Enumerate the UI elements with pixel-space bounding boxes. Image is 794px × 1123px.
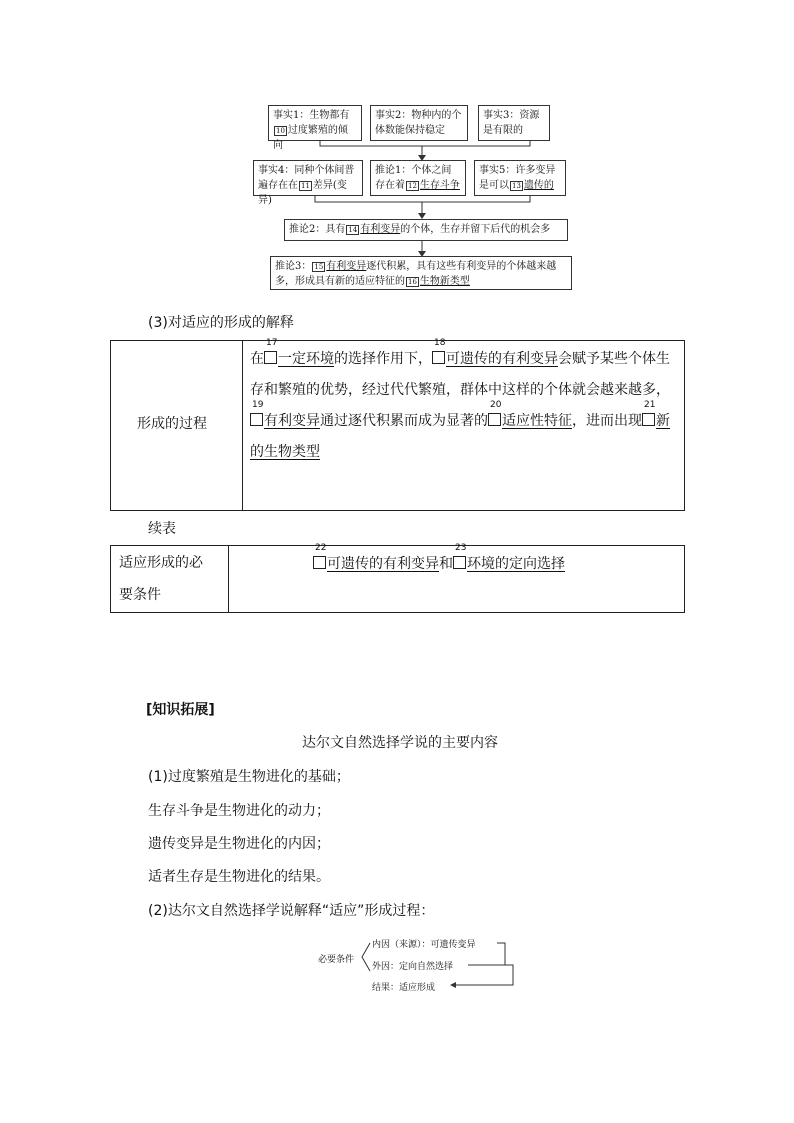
knowledge-line-2: 生存斗争是生物进化的动力； xyxy=(148,803,330,819)
answer-23: 环境的定向选择 xyxy=(467,556,565,572)
blank-number: 21 xyxy=(644,400,656,410)
diagram-row-3: 结果：适应形成 xyxy=(372,983,436,993)
inference3-post: 生物新类型 xyxy=(419,276,470,287)
blank-number: 19 xyxy=(252,400,264,410)
inference3-mid: 逐代积累，具有这些有利变异的个体越来越多，形成具有新的适应特征的 xyxy=(275,261,557,287)
answer-20: 适应性特征 xyxy=(502,413,572,429)
fact5-box xyxy=(474,160,566,196)
text-segment: 在 xyxy=(250,351,264,367)
circle-number-12: 12 xyxy=(408,181,417,190)
fact1-pre: 事实1：生物都有 xyxy=(273,110,350,121)
knowledge-line-5: (2)达尔文自然选择学说解释“适应”形成过程： xyxy=(148,903,435,919)
inference1-box xyxy=(370,160,466,196)
inference2-post: 的个体，生存并留下后代的机会多 xyxy=(400,224,551,235)
flowchart-connectors xyxy=(0,0,794,300)
blank-box-20 xyxy=(488,400,502,426)
inference2-box xyxy=(284,219,568,241)
inference3-pre: 推论3： xyxy=(275,261,312,272)
blank-number: 20 xyxy=(490,400,502,410)
table-divider xyxy=(228,546,229,612)
text-segment: 通过逐代积累而成为显著的 xyxy=(320,413,488,429)
formation-process-text xyxy=(250,338,680,468)
blank-box-21 xyxy=(642,400,656,426)
conditions-label-line2: 要条件 xyxy=(119,587,161,603)
circle-number-14: 14 xyxy=(348,225,358,234)
knowledge-line-4: 适者生存是生物进化的结果。 xyxy=(148,869,330,885)
fact4-post: 差异(变异) xyxy=(258,180,347,206)
inference1-post: 生存斗争 xyxy=(419,180,460,191)
blank-number: 17 xyxy=(266,338,278,348)
answer-18: 可遗传的有利变异 xyxy=(446,351,558,367)
inference2-underlined: 有利变异 xyxy=(360,224,401,235)
text-segment: ，进而出现 xyxy=(572,413,642,429)
diagram-row-2: 外因：定向自然选择 xyxy=(372,962,454,972)
blank-box-17 xyxy=(264,338,278,364)
inference2-pre: 推论2：具有 xyxy=(289,224,346,235)
blank-box-22 xyxy=(313,543,327,569)
continued-label: 续表 xyxy=(148,521,176,537)
knowledge-title: 达尔文自然选择学说的主要内容 xyxy=(302,735,498,751)
fact5-pre: 事实5：许多变异是可以 xyxy=(479,165,556,191)
fact1-post: 过度繁殖的倾向 xyxy=(273,125,348,151)
blank-number: 23 xyxy=(455,543,467,553)
knowledge-tag: [知识拓展] xyxy=(146,702,215,718)
fact3-box xyxy=(478,105,550,141)
conditions-label-line1: 适应形成的必 xyxy=(119,555,203,571)
answer-19: 有利变异 xyxy=(264,413,320,429)
blank-box-23 xyxy=(453,543,467,569)
circle-number-11: 11 xyxy=(301,181,310,190)
circle-number-16: 16 xyxy=(408,277,417,286)
formation-process-label: 形成的过程 xyxy=(137,416,207,432)
text-segment: 的选择作用下， xyxy=(334,351,432,367)
conditions-text xyxy=(313,543,565,573)
blank-box-19 xyxy=(250,400,264,426)
fact2-box xyxy=(370,105,468,141)
knowledge-line-3: 遗传变异是生物进化的内因； xyxy=(148,836,330,852)
fact4-pre: 事实4：同种个体间普遍存在在 xyxy=(258,165,355,191)
table-divider xyxy=(242,341,243,510)
blank-box-18 xyxy=(432,338,446,364)
inference3-underlined: 有利变异 xyxy=(326,261,367,272)
circle-number-13: 13 xyxy=(512,181,521,190)
answer-21: 新的生物类型 xyxy=(250,413,670,460)
knowledge-line-1: (1)过度繁殖是生物进化的基础； xyxy=(148,769,350,785)
fact3-text: 事实3：资源是有限的 xyxy=(483,110,540,136)
fact5-post: 遗传的 xyxy=(523,180,554,191)
blank-number: 22 xyxy=(315,543,327,553)
blank-number: 18 xyxy=(434,338,446,348)
fact4-box xyxy=(253,160,363,206)
fact1-box xyxy=(268,105,362,151)
answer-22: 可遗传的有利变异 xyxy=(327,556,439,572)
circle-number-10: 10 xyxy=(276,126,285,135)
diagram-left-label: 必要条件 xyxy=(318,955,355,965)
inference1-pre: 推论1：个体之间存在着 xyxy=(375,165,452,191)
answer-17: 一定环境 xyxy=(278,351,334,367)
section3-heading: (3)对适应的形成的解释 xyxy=(148,315,294,331)
text-segment: 会赋予某些个体生存和繁殖的优势，经过代代繁殖，群体中这样的个体就会越来越多， xyxy=(250,351,670,398)
circle-number-15: 15 xyxy=(314,262,324,271)
fact2-text: 事实2：物种内的个体数能保持稳定 xyxy=(375,110,462,136)
diagram-row-1: 内因（来源）：可遗传变异 xyxy=(372,940,476,950)
text-segment: 和 xyxy=(439,556,453,572)
inference3-box xyxy=(270,256,572,290)
